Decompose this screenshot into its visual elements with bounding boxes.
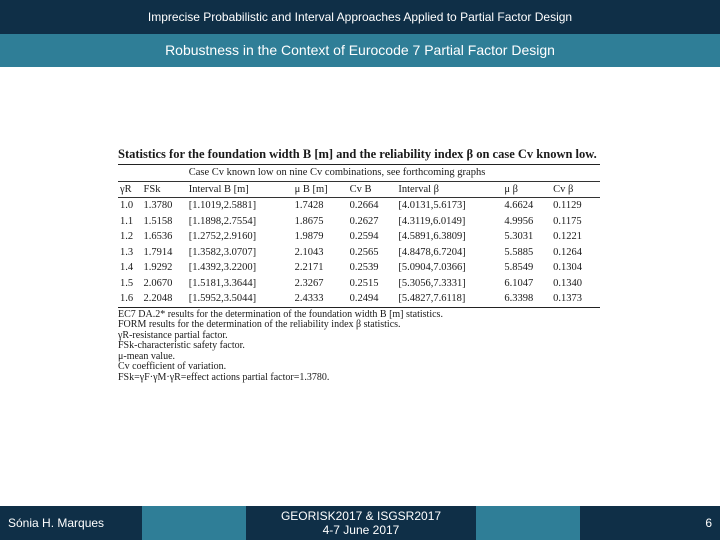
table-group-header-row	[118, 165, 600, 182]
table-cell: 1.7428	[294, 200, 324, 212]
table-note: FSk=γF·γM·γR=effect actions partial factor=1.3780.	[118, 372, 330, 384]
table-note: γR-resistance partial factor.	[118, 329, 228, 341]
column-header: μ β	[502, 181, 551, 198]
table-note: μ-mean value.	[118, 350, 176, 362]
table-cell: 1.0	[120, 200, 134, 212]
column-header: γR	[118, 181, 142, 198]
table-row	[118, 260, 600, 276]
table-cell: [4.0131,5.6173]	[398, 200, 466, 212]
table-cell: 1.9879	[294, 231, 324, 243]
table-cell: 5.3031	[504, 231, 534, 243]
table-cell: 2.4333	[294, 293, 324, 305]
table-row	[118, 229, 600, 245]
table-cell: 1.4	[120, 262, 134, 274]
table-row	[118, 276, 600, 292]
table-cell: 2.2048	[143, 293, 173, 305]
statistics-table	[118, 164, 600, 308]
table-cell: 0.2539	[349, 262, 379, 274]
table-cell: [5.4827,7.6118]	[398, 293, 466, 305]
page-number: 6	[705, 516, 712, 530]
section-title-bar	[0, 34, 720, 67]
section-title: Robustness in the Context of Eurocode 7 Partial Factor Design	[165, 42, 555, 58]
table-note: FSk-characteristic safety factor.	[118, 340, 245, 352]
table-cell: 1.6536	[143, 231, 173, 243]
column-header: Interval B [m]	[187, 181, 293, 198]
footer-segment	[476, 506, 580, 540]
conference-dates: 4-7 June 2017	[322, 523, 400, 537]
table-cell: 0.2664	[349, 200, 379, 212]
table-cell: [4.5891,6.3809]	[398, 231, 466, 243]
table-cell: 1.9292	[143, 262, 173, 274]
table-cell: 1.6	[120, 293, 134, 305]
table-cell: 0.2594	[349, 231, 379, 243]
column-header: Cv β	[551, 181, 600, 198]
table-header-spacer	[118, 165, 142, 182]
table-cell: 6.1047	[504, 277, 534, 289]
table-cell: 0.1264	[553, 246, 582, 258]
table-row	[118, 245, 600, 261]
footer-segment	[142, 506, 246, 540]
table-cell: [4.3119,6.0149]	[398, 215, 466, 227]
table-cell: 2.1043	[294, 246, 324, 258]
table-notes	[118, 310, 603, 384]
table-cell: 4.9956	[504, 215, 534, 227]
table-cell: 0.1304	[553, 262, 582, 274]
table-cell: [1.5181,3.3644]	[188, 277, 257, 289]
table-row	[118, 198, 600, 214]
table-header-spacer	[142, 165, 187, 182]
table-cell: 0.1175	[553, 215, 582, 227]
column-header: FSk	[142, 181, 187, 198]
table-cell: 1.5158	[143, 215, 173, 227]
table-body	[118, 198, 600, 308]
table-cell: 5.8549	[504, 262, 534, 274]
column-header: Interval β	[396, 181, 502, 198]
table-header-row	[118, 181, 600, 198]
table-note: FORM results for the determination of the reliability index β statistics.	[118, 319, 401, 331]
table-cell: 0.2515	[349, 277, 379, 289]
table-cell: 0.1373	[553, 293, 582, 305]
footer-segment	[580, 506, 720, 540]
table-cell: [1.3582,3.0707]	[188, 246, 257, 258]
table-note: EC7 DA.2* results for the determination of the foundation width B [m] statistics.	[118, 308, 443, 320]
table-cell: 5.5885	[504, 246, 534, 258]
footer-author: Sónia H. Marques	[8, 516, 105, 530]
table-cell: [5.3056,7.3331]	[398, 277, 466, 289]
table-row	[118, 291, 600, 307]
table-cell: 2.0670	[143, 277, 173, 289]
table-cell: 1.1	[120, 215, 134, 227]
table-cell: [1.4392,3.2200]	[188, 262, 257, 274]
table-cell: [1.1019,2.5881]	[188, 200, 257, 212]
table-cell: 2.2171	[294, 262, 324, 274]
table-caption: Statistics for the foundation width B [m] and the reliability index β on case Cv known low.	[118, 147, 597, 161]
table-cell: 0.2565	[349, 246, 379, 258]
table-cell: 0.2494	[349, 293, 379, 305]
slide-content	[118, 148, 603, 384]
table-cell: [1.1898,2.7554]	[188, 215, 257, 227]
footer-bar	[0, 506, 720, 540]
table-cell: 0.1221	[553, 231, 582, 243]
presentation-title-bar	[0, 0, 720, 34]
table-cell: 1.7914	[143, 246, 173, 258]
presentation-title: Imprecise Probabilistic and Interval Approaches Applied to Partial Factor Design	[147, 10, 573, 24]
table-cell: [1.5952,3.5044]	[188, 293, 257, 305]
column-header: μ B [m]	[293, 181, 348, 198]
conference-name: GEORISK2017 & ISGSR2017	[280, 509, 442, 523]
table-cell: 1.8675	[294, 215, 324, 227]
table-cell: [4.8478,6.7204]	[398, 246, 466, 258]
table-cell: 4.6624	[504, 200, 534, 212]
table-cell: 1.2	[120, 231, 134, 243]
table-group-header: Case Cv known low on nine Cv combinations, see forthcoming graphs	[187, 165, 600, 182]
table-cell: 2.3267	[294, 277, 324, 289]
table-cell: 0.1340	[553, 277, 582, 289]
table-cell: 1.5	[120, 277, 134, 289]
table-note: Cv coefficient of variation.	[118, 361, 227, 373]
table-cell: [1.2752,2.9160]	[188, 231, 257, 243]
table-cell: 1.3780	[143, 200, 173, 212]
table-cell: 1.3	[120, 246, 134, 258]
table-cell: 6.3398	[504, 293, 534, 305]
column-header: Cv B	[348, 181, 397, 198]
footer-conference	[246, 509, 476, 537]
table-cell: 0.2627	[349, 215, 379, 227]
table-row	[118, 214, 600, 230]
table-cell: [5.0904,7.0366]	[398, 262, 466, 274]
table-cell: 0.1129	[553, 200, 582, 212]
